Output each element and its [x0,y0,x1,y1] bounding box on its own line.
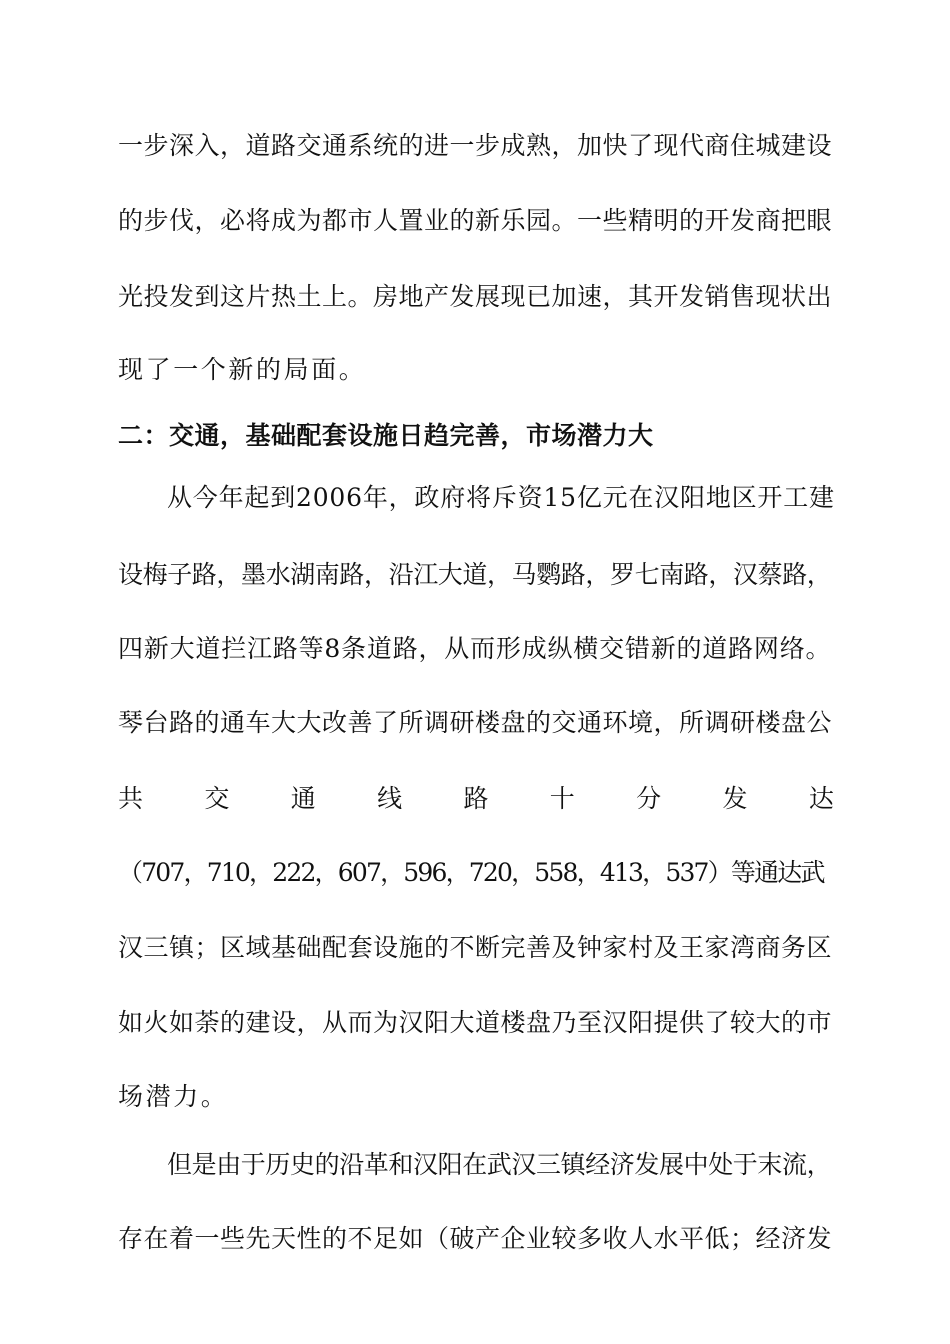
paragraph-line: 存在着一些先天性的不足如（破产企业较多收人水平低；经济发 [118,1224,833,1253]
paragraph-line: 汉三镇；区域基础配套设施的不断完善及钟家村及王家湾商务区 [118,933,833,962]
justified-char: 十 [549,784,575,813]
paragraph-line: 现了一个新的局面。 [118,355,367,384]
paragraph-line: 如火如荼的建设，从而为汉阳大道楼盘乃至汉阳提供了较大的市 [118,1008,833,1037]
paragraph-line: 从今年起到2006年，政府将斥资15亿元在汉阳地区开工建 [167,483,835,512]
justified-char: 共 [118,784,144,813]
justified-char: 交 [204,784,230,813]
justified-char: 通 [290,784,316,813]
paragraph-line: 设梅子路，墨水湖南路，沿江大道，马鹦路，罗七南路，汉蔡路， [118,560,832,589]
justified-char: 达 [808,784,834,813]
justified-char: 发 [722,784,748,813]
paragraph-line: 但是由于历史的沿革和汉阳在武汉三镇经济发展中处于末流， [167,1150,832,1179]
section-heading: 二：交通，基础配套设施日趋完善，市场潜力大 [118,421,654,450]
paragraph-line: 一步深入，道路交通系统的进一步成熟，加快了现代商住城建设 [118,131,833,160]
paragraph-line: 的步伐，必将成为都市人置业的新乐园。一些精明的开发商把眼 [118,206,833,235]
justified-char: 线 [377,784,403,813]
paragraph-line: 场潜力。 [118,1082,229,1111]
justified-line [118,781,834,817]
justified-char: 分 [636,784,662,813]
paragraph-line: 光投发到这片热土上。房地产发展现已加速，其开发销售现状出 [118,282,833,311]
paragraph-line: 四新大道拦江路等8条道路，从而形成纵横交错新的道路网络。 [118,634,832,663]
justified-char: 路 [463,784,489,813]
paragraph-line: 琴台路的通车大大改善了所调研楼盘的交通环境，所调研楼盘公 [118,708,833,737]
paragraph-line: （707，710，222，607，596，720，558，413，537）等通达武 [118,858,824,887]
